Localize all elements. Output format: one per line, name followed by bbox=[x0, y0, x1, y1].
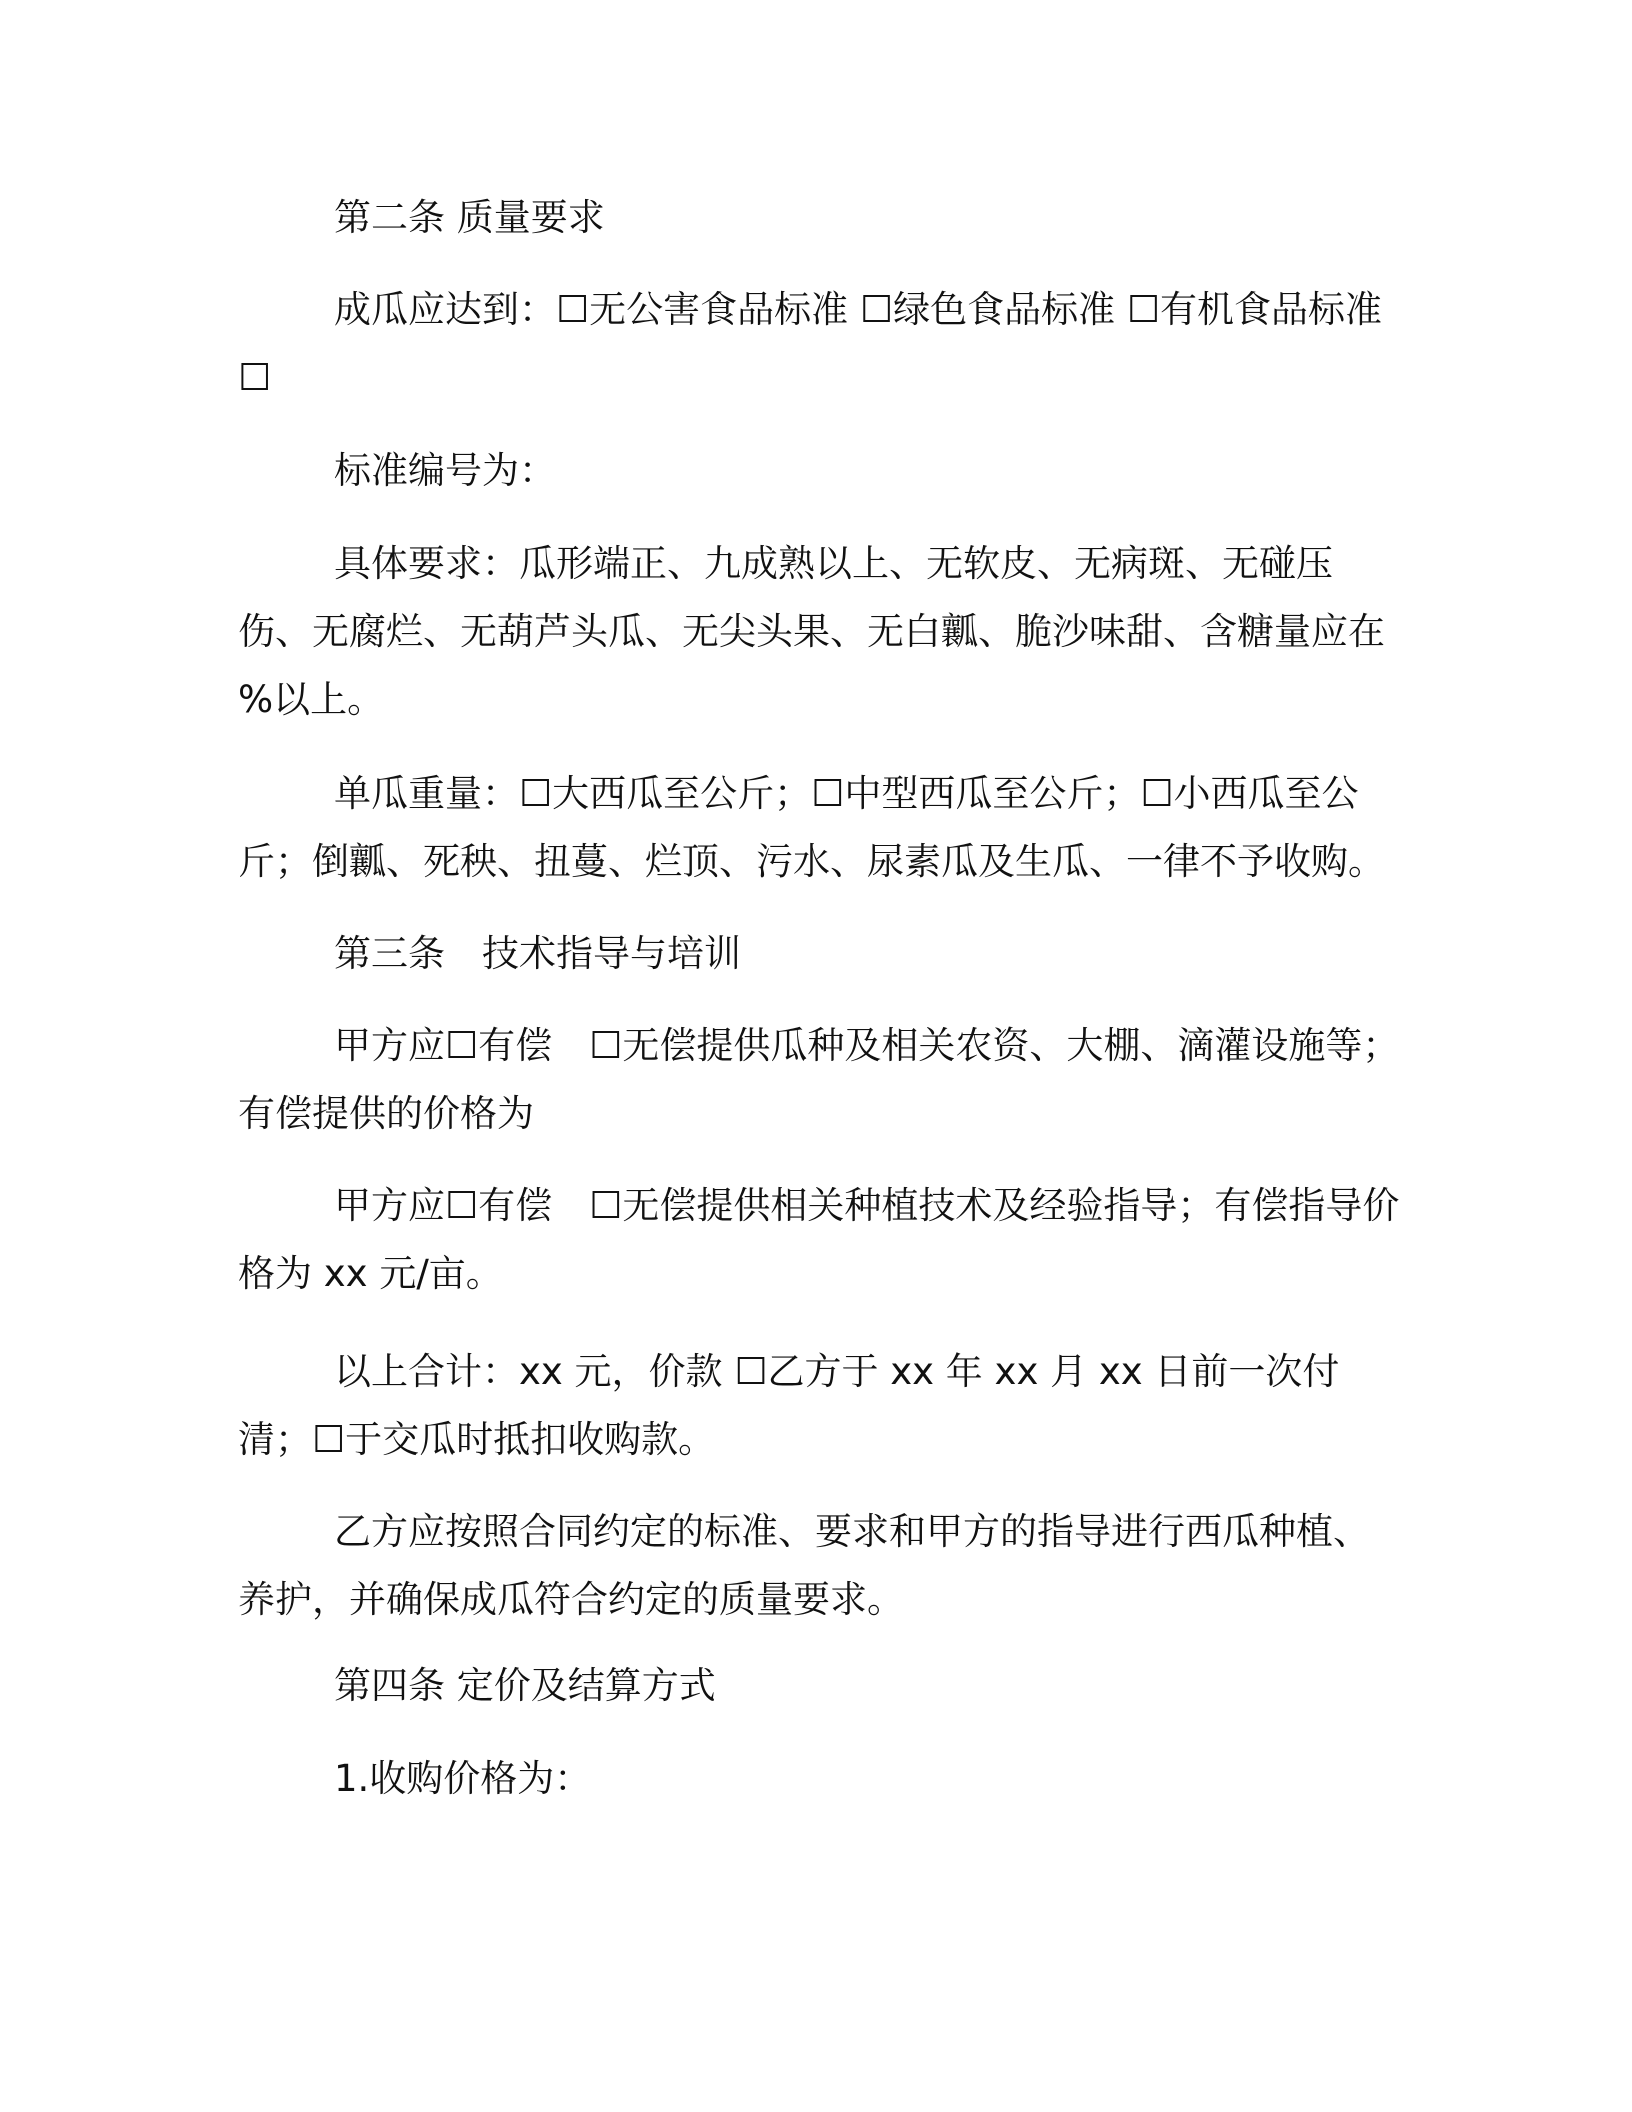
article-2-heading: 第二条 质量要求 bbox=[334, 196, 605, 239]
single-melon-weight-paragraph: 单瓜重量：☐大西瓜至公斤；☐中型西瓜至公斤；☐小西瓜至公斤；倒瓤、死秧、扭蔓、烂顶、污水、尿素瓜及生瓜、一律不予收购。 bbox=[238, 772, 1385, 883]
quality-standard-paragraph: 成瓜应达到：☐无公害食品标准 ☐绿色食品标准 ☐有机食品标准 ☐ bbox=[238, 288, 1383, 399]
seed-supply-paragraph: 甲方应☐有偿 ☐无偿提供瓜种及相关农资、大棚、滴灌设施等；有偿提供的价格为 bbox=[238, 1024, 1400, 1135]
article-3-heading: 第三条 技术指导与培训 bbox=[334, 932, 741, 975]
total-payment-paragraph: 以上合计：xx 元，价款 ☐乙方于 xx 年 xx 月 xx 日前一次付清；☐于交瓜时抵扣收购款。 bbox=[238, 1350, 1340, 1461]
standard-number-paragraph: 标准编号为： bbox=[334, 449, 556, 492]
purchase-price-paragraph: 1.收购价格为： bbox=[334, 1757, 592, 1800]
technical-guidance-paragraph: 甲方应☐有偿 ☐无偿提供相关种植技术及经验指导；有偿指导价格为 xx 元/亩。 bbox=[238, 1184, 1400, 1295]
article-4-heading: 第四条 定价及结算方式 bbox=[334, 1664, 716, 1707]
party-b-obligation-paragraph: 乙方应按照合同约定的标准、要求和甲方的指导进行西瓜种植、养护，并确保成瓜符合约定的质量要求。 bbox=[238, 1510, 1370, 1621]
specific-requirements-paragraph: 具体要求：瓜形端正、九成熟以上、无软皮、无病斑、无碰压伤、无腐烂、无葫芦头瓜、无尖头果、无白瓤、脆沙味甜、含糖量应在 %以上。 bbox=[238, 542, 1422, 721]
